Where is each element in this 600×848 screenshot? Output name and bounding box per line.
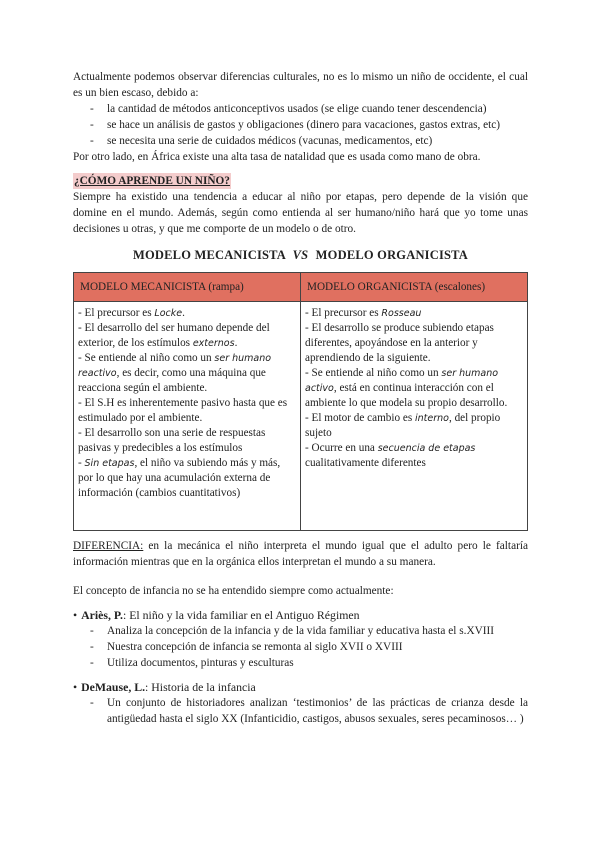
models-title [73,247,528,263]
author-demause [73,679,528,695]
intro-item-expenses: - se hace un análisis de gastos y obligaciones (dinero para vacaciones, gastos extras, etc) [73,117,528,133]
org-column-header: MODELO ORGANICISTA (escalones) [301,273,528,302]
org-active-term: ser humano activo [305,368,499,394]
mech-reactive-term: ser humano reactivo [78,353,272,379]
org-precursor: - El precursor es Rosseau [305,307,422,319]
author-aries [73,607,528,623]
mech-external-term: externos [192,338,235,349]
mech-no-stages-term: Sin etapas [84,458,135,469]
models-table-header-row [74,273,528,302]
bullet-icon: • [73,680,78,694]
author-demause-work: : Historia de la infancia [145,680,256,694]
difference-text: en la mecánica el niño interpreta el mundo igual que el adulto pero le faltaría información mientras que en la orgánica ellos interpretan el mundo a su manera. [73,540,528,568]
org-precursor-name: Rosseau [381,308,422,319]
concept-paragraph: El concepto de infancia no se ha entendido siempre como actualmente: [73,585,394,597]
models-table-body-row [74,302,528,531]
models-title-right: MODELO ORGANICISTA [315,248,469,262]
section-heading-learn: ¿CÓMO APRENDE UN NIÑO? [74,175,230,187]
intro-list [73,101,528,149]
models-title-vs: VS [292,248,309,262]
mech-passive: - El S.H es inherentemente pasivo hasta que es estimulado por el ambiente. [78,397,288,424]
org-sequence: - Ocurre en una secuencia de etapas cualitativamente diferentes [305,442,476,469]
org-internal-term: interno [414,413,449,424]
aries-item-conception: - Analiza la concepción de la infancia y de la vida familiar y educativa hasta el s.XVIII [73,623,528,639]
mech-responses: - El desarrollo son una serie de respuestas pasivas y predecibles a los estímulos [78,427,266,454]
demause-list [73,695,528,727]
author-aries-work: : El niño y la vida familiar en el Antiguo Régimen [122,608,360,622]
org-active: - Se entiende al niño como un ser humano activo, está en continua interacción con el ambiente lo que modela su propio desarrollo. [305,367,508,409]
learn-paragraph: Siempre ha existido una tendencia a educar al niño por etapas, pero depende de la visión que domine en el mundo. Además, según como entienda al ser humano/niño hará que yo tome unas decisiones u otras, y que me comporte de un modelo o de otro. [73,191,528,235]
author-demause-name: DeMause, L. [81,680,146,694]
aries-item-century: - Nuestra concepción de infancia se remonta al siglo XVII o XVIII [73,639,528,655]
document-content [73,69,528,727]
mech-development: - El desarrollo del ser humano depende del exterior, de los estímulos externos. [78,322,270,349]
difference-label: DIFERENCIA: [73,540,144,552]
intro-item-medical: - se necesita una serie de cuidados médicos (vacunas, medicamentos, etc) [73,133,528,149]
intro-paragraph: Actualmente podemos observar diferencias culturales, no es lo mismo un niño de occidente, el cual es un bien escaso, debido a: [73,71,528,99]
org-cell [301,302,528,531]
org-motor: - El motor de cambio es interno, del propio sujeto [305,412,501,439]
difference-paragraph [73,538,528,570]
mech-no-stages: - Sin etapas, el niño va subiendo más y más, por lo que hay una acumulación externa de información (cambios cuantitativos) [78,457,281,499]
author-aries-name: Ariès, P. [81,608,123,622]
intro-item-contraceptives: - la cantidad de métodos anticonceptivos usados (se elige cuando tener descendencia) [73,101,528,117]
demause-item-historians: - Un conjunto de historiadores analizan ‘testimonios’ de las prácticas de crianza desde la antigüedad hasta el siglo XX (Infanticidio, castigos, abusos sexuales, seres pecaminosos… ) [73,695,528,727]
mech-column-header: MODELO MECANICISTA (rampa) [74,273,301,302]
models-table [73,272,528,531]
org-development: - El desarrollo se produce subiendo etapas diferentes, apoyándose en la anterior y aprendiendo de la siguiente. [305,322,494,364]
mech-precursor: - El precursor es Locke. [78,307,185,319]
org-sequence-term: secuencia de etapas [377,443,476,454]
mech-cell [74,302,301,531]
mech-reactive: - Se entiende al niño como un ser humano reactivo, es decir, como una máquina que reacciona según el ambiente. [78,352,272,394]
africa-paragraph: Por otro lado, en África existe una alta tasa de natalidad que es usada como mano de obra. [73,151,481,163]
models-title-left: MODELO MECANICISTA [132,248,286,262]
aries-list [73,623,528,671]
bullet-icon: • [73,608,78,622]
mech-precursor-name: Locke [154,308,183,319]
aries-item-sources: - Utiliza documentos, pinturas y esculturas [73,655,528,671]
